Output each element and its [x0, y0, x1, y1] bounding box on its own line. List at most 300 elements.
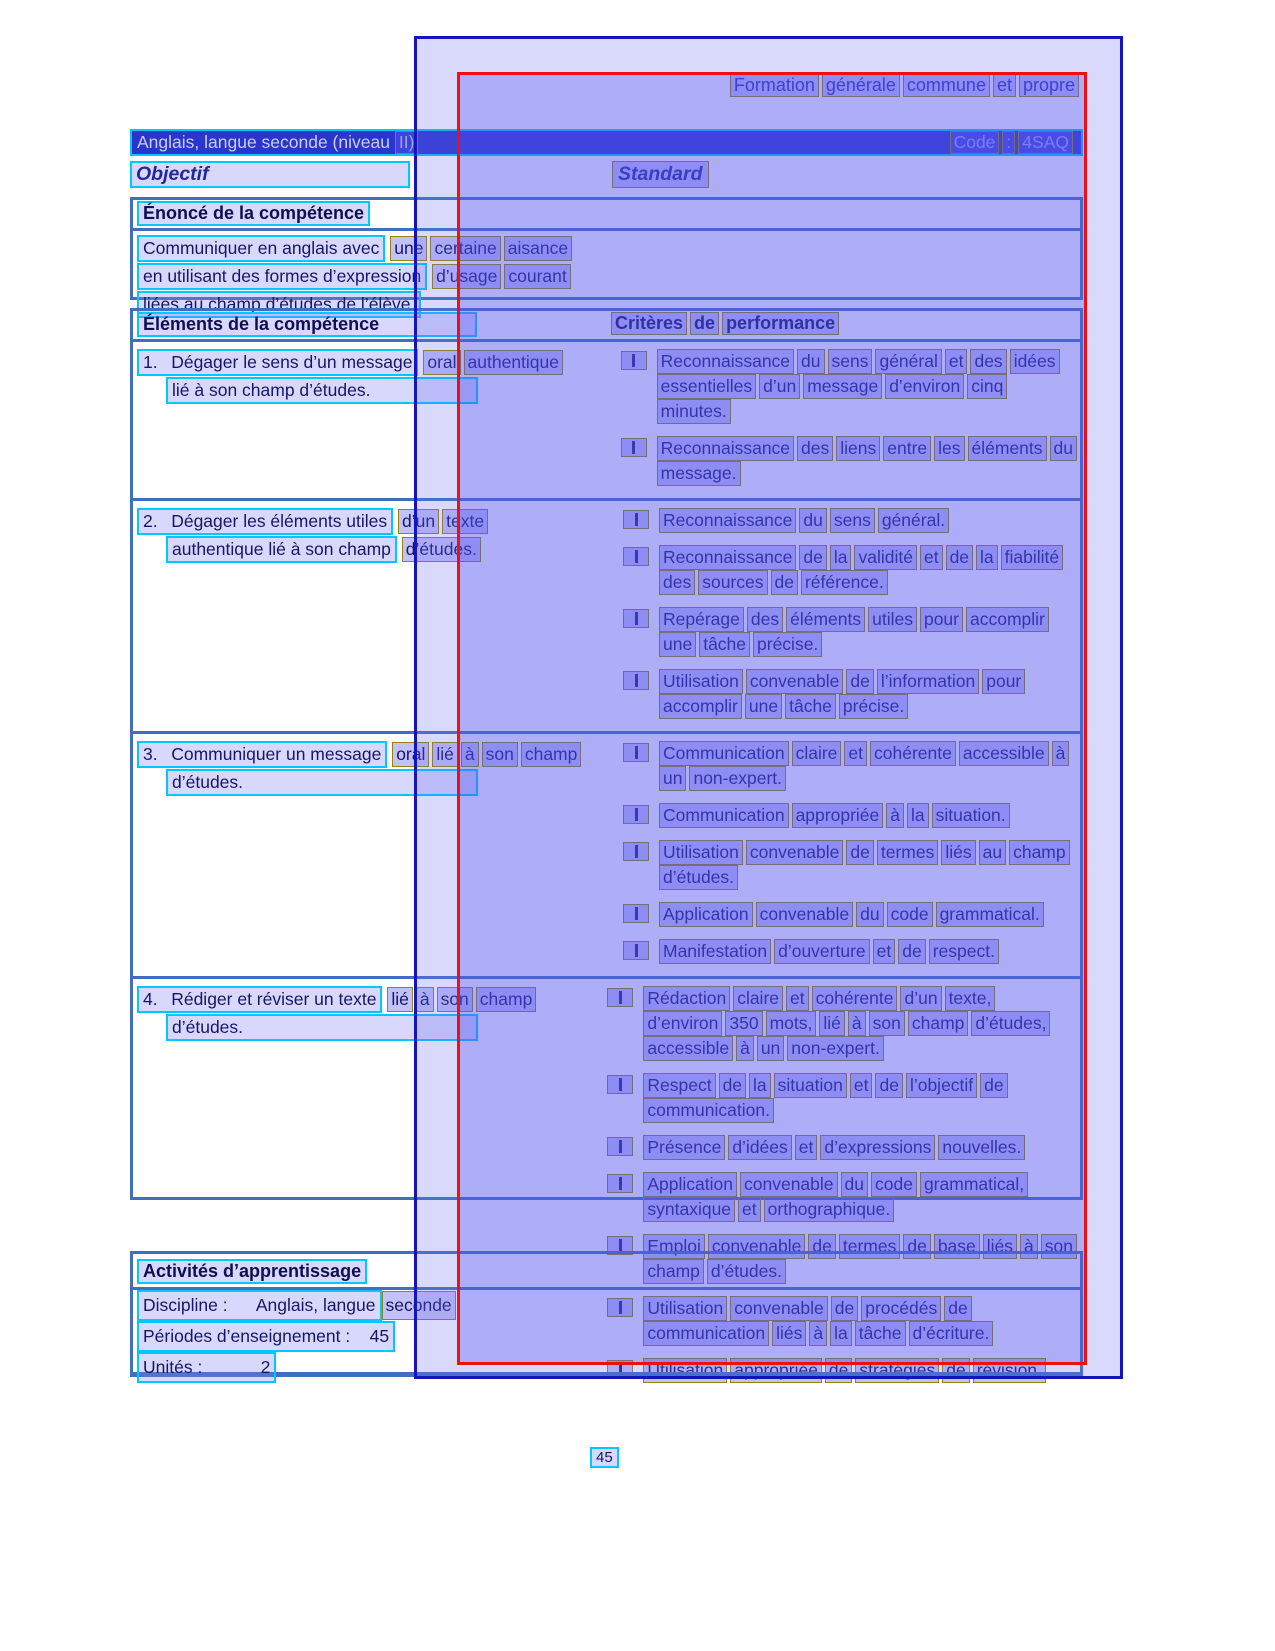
- word-highlight: un: [757, 1036, 784, 1061]
- page-number: [590, 1447, 619, 1468]
- text-line: [137, 263, 1076, 290]
- word-highlight: message: [803, 374, 882, 399]
- bullet-icon: [623, 842, 649, 861]
- word-highlight: précise.: [753, 632, 822, 657]
- enonce-table: [130, 197, 1083, 314]
- discipline-row: [133, 1290, 1080, 1321]
- word-highlight: une: [745, 694, 782, 719]
- word-highlight: appropriée: [792, 803, 884, 828]
- criterion-text: [659, 607, 1052, 657]
- criterion-line: [659, 632, 1052, 657]
- word-highlight: précise.: [839, 694, 908, 719]
- word-highlight: du: [799, 508, 826, 533]
- word-highlight: respect.: [929, 939, 999, 964]
- word-highlight: termes: [877, 840, 938, 865]
- word-highlight: d’études.: [659, 865, 738, 890]
- criterion: [623, 607, 1080, 657]
- standard-heading: Standard: [612, 161, 709, 188]
- word-highlight: de: [875, 1073, 902, 1098]
- word-highlight: Communication: [659, 741, 789, 766]
- word-highlight: propre: [1019, 74, 1079, 97]
- word-highlight: oral: [423, 350, 460, 375]
- word-highlight: de: [846, 840, 873, 865]
- standard-cell: [612, 161, 712, 188]
- word-highlight: Présence: [643, 1135, 725, 1160]
- word-highlight: grammatical,: [920, 1172, 1028, 1197]
- word-highlight: syntaxique: [643, 1197, 735, 1222]
- bullet-icon: [623, 547, 649, 566]
- enonce-heading: Énoncé de la compétence: [137, 201, 370, 226]
- criterion: [623, 803, 1080, 828]
- bullet-icon: [623, 904, 649, 923]
- word-highlight: un: [659, 766, 686, 791]
- word-highlight: du: [856, 902, 883, 927]
- course-title: [137, 131, 421, 154]
- word-highlight: liens: [836, 436, 880, 461]
- criterion-line: [643, 1135, 1028, 1160]
- word-highlight: commune: [903, 74, 990, 97]
- word-highlight: Critères: [611, 312, 687, 335]
- word-highlight: à: [1052, 741, 1070, 766]
- word-highlight: une: [390, 236, 427, 261]
- bullet-icon: [607, 1137, 633, 1156]
- element-criteria: [615, 501, 1080, 731]
- code-value: 4SAQ: [1018, 131, 1073, 154]
- criterion-line: [657, 349, 1063, 374]
- criterion-line: [657, 399, 1063, 424]
- word-highlight: d’environ: [643, 1011, 722, 1036]
- word-highlight: les: [934, 436, 964, 461]
- word-highlight: orthographique.: [764, 1197, 895, 1222]
- word-highlight: certaine: [430, 236, 500, 261]
- word-highlight: accomplir: [966, 607, 1049, 632]
- enonce-heading-row: [133, 200, 1080, 231]
- word-highlight: et: [945, 349, 968, 374]
- word-highlight: de: [690, 312, 719, 335]
- word-highlight: du: [1050, 436, 1077, 461]
- word-highlight: son: [869, 1011, 905, 1036]
- word-highlight: Utilisation: [659, 840, 743, 865]
- word-highlight: minutes.: [657, 399, 731, 424]
- word-highlight: essentielles: [657, 374, 756, 399]
- criterion-text: [657, 436, 1080, 486]
- line-highlight: Communiquer en anglais avec: [137, 235, 385, 262]
- word-highlight: champ: [1009, 840, 1070, 865]
- word-highlight: liés: [983, 1234, 1017, 1259]
- word-highlight: performance: [722, 312, 839, 335]
- criterion-line: [643, 1073, 1010, 1098]
- line-highlight: authentique lié à son champ: [166, 536, 397, 563]
- word-highlight: Utilisation: [643, 1358, 727, 1383]
- word-highlight: au: [979, 840, 1006, 865]
- line-highlight: 2. Dégager les éléments utiles: [137, 508, 393, 535]
- word-highlight: entre: [883, 436, 931, 461]
- word-highlight: éléments: [968, 436, 1047, 461]
- word-highlight: à: [736, 1036, 754, 1061]
- word-highlight: convenable: [740, 1172, 838, 1197]
- elements-header-row: [133, 311, 1080, 342]
- word-highlight: liés: [772, 1321, 806, 1346]
- word-highlight: champ: [476, 987, 537, 1012]
- criterion-line: [659, 694, 1028, 719]
- line-highlight: 3. Communiquer un message: [137, 741, 387, 768]
- word-highlight: appropriée: [730, 1358, 822, 1383]
- bullet-icon: [621, 351, 647, 370]
- word-highlight: non-expert.: [787, 1036, 884, 1061]
- bullet-icon: [623, 671, 649, 690]
- word-highlight: convenable: [708, 1234, 806, 1259]
- criterion: [623, 741, 1080, 791]
- word-highlight: idées: [1010, 349, 1060, 374]
- bullet-icon: [623, 609, 649, 628]
- bullet-icon: [621, 438, 647, 457]
- word-highlight: la: [976, 545, 998, 570]
- criterion-line: [643, 1098, 1010, 1123]
- element-row: [133, 734, 1080, 979]
- word-highlight: d’expressions: [820, 1135, 935, 1160]
- word-highlight: et: [786, 986, 809, 1011]
- word-highlight: Rédaction: [643, 986, 730, 1011]
- bullet-icon: [623, 941, 649, 960]
- word-highlight: de: [898, 939, 925, 964]
- word-highlight: nouvelles.: [938, 1135, 1025, 1160]
- word-highlight: accessible: [959, 741, 1049, 766]
- criterion-line: [659, 865, 1073, 890]
- word-highlight: cohérente: [870, 741, 956, 766]
- criterion-text: [659, 939, 1002, 964]
- word-highlight: d’études.: [402, 537, 481, 562]
- word-highlight: des: [797, 436, 833, 461]
- word-highlight: d’idées: [728, 1135, 791, 1160]
- criterion: [607, 1135, 1080, 1160]
- word-highlight: aisance: [504, 236, 572, 261]
- word-highlight: et: [795, 1135, 818, 1160]
- word-highlight: non-expert.: [689, 766, 786, 791]
- element-statement: [133, 342, 613, 498]
- word-highlight: champ: [521, 742, 582, 767]
- text-line: [166, 536, 615, 563]
- word-highlight: Reconnaissance: [657, 349, 794, 374]
- word-highlight: Application: [643, 1172, 737, 1197]
- element-criteria: [615, 734, 1080, 976]
- word-highlight: et: [920, 545, 943, 570]
- word-highlight: Manifestation: [659, 939, 771, 964]
- word-highlight: sens: [828, 349, 873, 374]
- word-highlight: son: [1041, 1234, 1077, 1259]
- word-highlight: cohérente: [812, 986, 898, 1011]
- word-highlight: de: [980, 1073, 1007, 1098]
- word-highlight: Respect: [643, 1073, 715, 1098]
- word-highlight: son: [437, 987, 473, 1012]
- word-highlight: message.: [657, 461, 741, 486]
- word-highlight: général: [875, 349, 941, 374]
- text-line: [137, 235, 1076, 262]
- word-highlight: tâche: [785, 694, 836, 719]
- word-highlight: convenable: [730, 1296, 828, 1321]
- criterion: [607, 986, 1080, 1061]
- elements-heading: Éléments de la compétence: [137, 312, 477, 337]
- criterion-text: [657, 349, 1063, 424]
- word-highlight: Reconnaissance: [657, 436, 794, 461]
- course-title-text: Anglais, langue seconde (niveau: [137, 132, 390, 152]
- word-highlight: situation.: [932, 803, 1010, 828]
- word-highlight: texte: [442, 509, 488, 534]
- word-highlight: des: [970, 349, 1006, 374]
- bullet-icon: [607, 1075, 633, 1094]
- word-highlight: communication: [643, 1321, 769, 1346]
- word-highlight: Reconnaissance: [659, 508, 796, 533]
- word-highlight: la: [749, 1073, 771, 1098]
- word-highlight: une: [659, 632, 696, 657]
- word-highlight: validité: [854, 545, 916, 570]
- criteres-heading-cell: [611, 312, 842, 337]
- program-banner: [458, 74, 1082, 97]
- word-highlight: situation: [774, 1073, 847, 1098]
- criterion-line: [659, 570, 1066, 595]
- word-highlight: fiabilité: [1001, 545, 1063, 570]
- word-highlight: champ: [908, 1011, 969, 1036]
- word-highlight: d’un: [759, 374, 800, 399]
- unites-row: [133, 1352, 1080, 1383]
- element-row: [133, 501, 1080, 734]
- word-highlight: accessible: [643, 1036, 733, 1061]
- word-highlight: 350: [725, 1011, 762, 1036]
- criterion: [623, 840, 1080, 890]
- word-highlight: sources: [698, 570, 767, 595]
- course-header-bar: [130, 129, 1083, 156]
- word-highlight: Emploi: [643, 1234, 705, 1259]
- criterion-line: [657, 436, 1080, 461]
- text-line: [166, 377, 613, 404]
- word-highlight: des: [659, 570, 695, 595]
- criterion-text: [659, 741, 1072, 791]
- discipline-value-highlight: seconde: [382, 1291, 456, 1320]
- line-highlight: en utilisant des formes d’expression: [137, 263, 427, 290]
- criterion-line: [659, 939, 1002, 964]
- word-highlight: lié: [819, 1011, 845, 1036]
- code-separator: :: [1002, 131, 1015, 154]
- word-highlight: Formation: [730, 74, 819, 97]
- word-highlight: d’ouverture: [774, 939, 870, 964]
- word-highlight: à: [461, 742, 479, 767]
- criterion: [623, 902, 1080, 927]
- activites-heading-row: [133, 1254, 1080, 1290]
- line-highlight: d’études.: [166, 1014, 478, 1041]
- criterion-line: [659, 508, 952, 533]
- activites-heading: Activités d’apprentissage: [137, 1259, 367, 1284]
- line-highlight: d’études.: [166, 769, 478, 796]
- word-highlight: Repérage: [659, 607, 744, 632]
- criterion: [607, 1172, 1080, 1222]
- word-highlight: du: [797, 349, 824, 374]
- word-highlight: communication.: [643, 1098, 774, 1123]
- element-criteria: [613, 342, 1080, 498]
- word-highlight: la: [830, 1321, 852, 1346]
- word-highlight: de: [942, 1358, 969, 1383]
- discipline-label: Discipline : Anglais, langue: [137, 1290, 382, 1321]
- word-highlight: courant: [504, 264, 570, 289]
- word-highlight: texte,: [945, 986, 996, 1011]
- word-highlight: oral: [392, 742, 429, 767]
- word-highlight: d’écriture.: [909, 1321, 994, 1346]
- word-highlight: et: [873, 939, 896, 964]
- elements-heading-cell: [133, 312, 611, 337]
- word-highlight: générale: [822, 74, 900, 97]
- criterion-text: [643, 1135, 1028, 1160]
- criterion: [621, 436, 1080, 486]
- word-highlight: révision.: [973, 1358, 1046, 1383]
- periodes-row: [133, 1321, 1080, 1352]
- page-number-highlight: 45: [590, 1447, 619, 1468]
- unites-label: Unités : 2: [137, 1352, 276, 1383]
- word-highlight: l’objectif: [906, 1073, 977, 1098]
- word-highlight: champ: [643, 1259, 704, 1284]
- activites-table: [130, 1251, 1083, 1377]
- word-highlight: de: [771, 570, 798, 595]
- word-highlight: de: [846, 669, 873, 694]
- criterion-line: [643, 986, 1053, 1011]
- word-highlight: mots,: [766, 1011, 817, 1036]
- criterion-line: [659, 669, 1028, 694]
- criterion-text: [643, 1073, 1010, 1123]
- word-highlight: base: [934, 1234, 980, 1259]
- criterion: [623, 545, 1080, 595]
- line-highlight: liées au champ d’études de l’élève.: [137, 291, 421, 318]
- bullet-icon: [623, 743, 649, 762]
- word-highlight: d’études.: [707, 1259, 786, 1284]
- element-statement: [133, 734, 615, 976]
- word-highlight: et: [993, 74, 1016, 97]
- bullet-icon: [623, 510, 649, 529]
- word-highlight: à: [416, 987, 434, 1012]
- criterion-line: [659, 545, 1066, 570]
- word-highlight: pour: [982, 669, 1025, 694]
- element-statement: [133, 501, 615, 731]
- criterion-text: [659, 803, 1013, 828]
- criterion: [607, 1073, 1080, 1123]
- word-highlight: convenable: [756, 902, 854, 927]
- periodes-label: Périodes d’enseignement : 45: [137, 1321, 395, 1352]
- criterion-line: [659, 902, 1047, 927]
- criterion-line: [659, 607, 1052, 632]
- word-highlight: sens: [830, 508, 875, 533]
- word-highlight: cinq: [967, 374, 1007, 399]
- word-highlight: termes: [839, 1234, 900, 1259]
- word-highlight: code: [887, 902, 933, 927]
- word-highlight: grammatical.: [936, 902, 1044, 927]
- word-highlight: procédés: [861, 1296, 941, 1321]
- word-highlight: liés: [941, 840, 975, 865]
- criterion-text: [643, 986, 1053, 1061]
- line-highlight: lié à son champ d’études.: [166, 377, 478, 404]
- word-highlight: de: [719, 1073, 746, 1098]
- word-highlight: convenable: [746, 669, 844, 694]
- word-highlight: de: [825, 1358, 852, 1383]
- word-highlight: pour: [920, 607, 963, 632]
- criterion-line: [659, 803, 1013, 828]
- criterion: [621, 349, 1080, 424]
- criterion-line: [643, 1172, 1031, 1197]
- word-highlight: à: [848, 1011, 866, 1036]
- word-highlight: son: [482, 742, 518, 767]
- criterion-text: [643, 1172, 1031, 1222]
- criterion-line: [659, 766, 1072, 791]
- word-highlight: lié: [387, 987, 413, 1012]
- text-line: [166, 769, 615, 796]
- word-highlight: Reconnaissance: [659, 545, 796, 570]
- word-highlight: général.: [878, 508, 949, 533]
- word-highlight: la: [830, 545, 852, 570]
- word-highlight: utiles: [868, 607, 917, 632]
- criterion-line: [659, 741, 1072, 766]
- word-highlight: à: [886, 803, 904, 828]
- column-headings: [130, 161, 1083, 188]
- word-highlight: authentique: [464, 350, 563, 375]
- word-highlight: de: [799, 545, 826, 570]
- bullet-icon: [607, 988, 633, 1007]
- word-highlight: d’un: [398, 509, 439, 534]
- objectif-cell: [130, 161, 612, 188]
- word-highlight: accomplir: [659, 694, 742, 719]
- word-highlight: référence.: [801, 570, 888, 595]
- text-line: [137, 508, 615, 535]
- text-line: [137, 349, 613, 376]
- word-highlight: des: [747, 607, 783, 632]
- criterion-text: [659, 508, 952, 533]
- criterion-text: [659, 902, 1047, 927]
- word-highlight: à: [1020, 1234, 1038, 1259]
- criterion: [623, 508, 1080, 533]
- word-highlight: et: [738, 1197, 761, 1222]
- bullet-icon: [623, 805, 649, 824]
- word-highlight: la: [907, 803, 929, 828]
- word-highlight: de: [946, 545, 973, 570]
- criterion: [623, 669, 1080, 719]
- criterion-line: [643, 1011, 1053, 1036]
- text-line: [137, 986, 599, 1013]
- criterion-line: [659, 840, 1073, 865]
- word-highlight: de: [831, 1296, 858, 1321]
- word-highlight: code: [871, 1172, 917, 1197]
- word-highlight: à: [809, 1321, 827, 1346]
- line-highlight: 4. Rédiger et réviser un texte: [137, 986, 382, 1013]
- word-highlight: Utilisation: [659, 669, 743, 694]
- criterion-text: [659, 669, 1028, 719]
- word-highlight: du: [841, 1172, 868, 1197]
- word-highlight: de: [903, 1234, 930, 1259]
- criterion-text: [659, 545, 1066, 595]
- course-code: [950, 131, 1076, 154]
- word-highlight: de: [944, 1296, 971, 1321]
- text-line: [166, 1014, 599, 1041]
- word-highlight: d’environ: [885, 374, 964, 399]
- element-row: [133, 342, 1080, 501]
- criterion: [623, 939, 1080, 964]
- word-highlight: Communication: [659, 803, 789, 828]
- word-highlight: stratégies: [855, 1358, 939, 1383]
- criterion-line: [657, 461, 1080, 486]
- word-highlight: tâche: [699, 632, 750, 657]
- word-highlight: et: [844, 741, 867, 766]
- word-highlight: claire: [733, 986, 783, 1011]
- word-highlight: Utilisation: [643, 1296, 727, 1321]
- code-label: Code: [950, 131, 1000, 154]
- word-highlight: tâche: [855, 1321, 906, 1346]
- enonce-body: [133, 231, 1080, 318]
- criterion-line: [657, 374, 1063, 399]
- course-level-highlight: II): [395, 131, 419, 154]
- word-highlight: d’usage: [432, 264, 501, 289]
